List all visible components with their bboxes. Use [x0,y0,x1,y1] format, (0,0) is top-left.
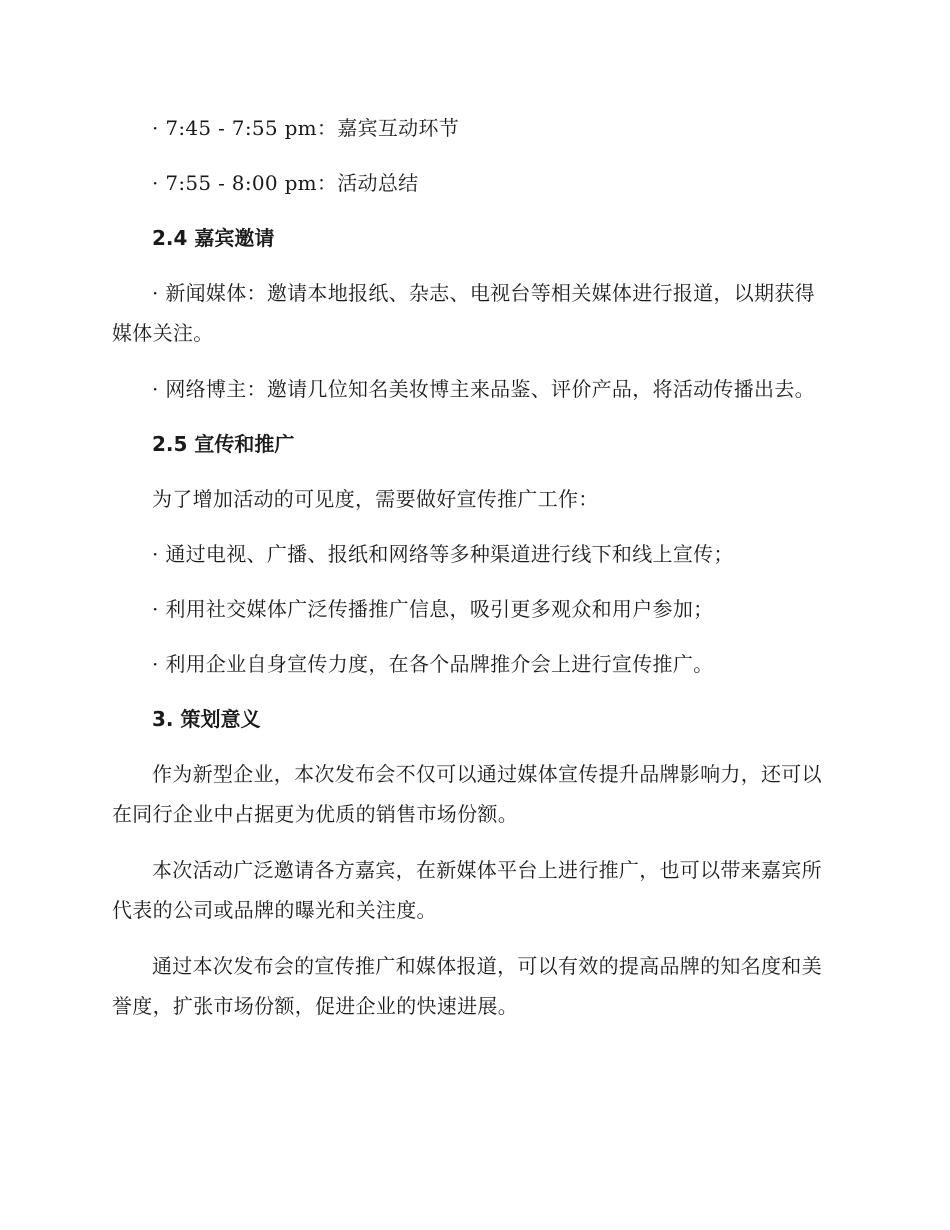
paragraph: 为了增加活动的可见度，需要做好宣传推广工作： [152,487,599,511]
paragraph: 本次活动广泛邀请各方嘉宾，在新媒体平台上进行推广，也可以带来嘉宾所代表的公司或品牌的曝光和关注度。 [112,858,822,922]
paragraph: 通过本次发布会的宣传推广和媒体报道，可以有效的提高品牌的知名度和美誉度，扩张市场份额，促进企业的快速进展。 [112,954,822,1018]
schedule-item: · 7:45 - 7:55 pm：嘉宾互动环节 [152,116,460,140]
section-heading-guest-invitation: 2.4 嘉宾邀请 [152,226,275,250]
section-heading-significance: 3. 策划意义 [152,707,261,731]
list-item: · 网络博主：邀请几位知名美妆博主来品鉴、评价产品，将活动传播出去。 [152,377,815,401]
document-page [112,108,834,1026]
section-heading-promotion: 2.5 宣传和推广 [152,432,295,456]
list-item: · 新闻媒体：邀请本地报纸、杂志、电视台等相关媒体进行报道，以期获得媒体关注。 [112,281,815,345]
schedule-item: · 7:55 - 8:00 pm：活动总结 [152,171,419,195]
paragraph: 作为新型企业，本次发布会不仅可以通过媒体宣传提升品牌影响力，还可以在同行企业中占据更为优质的销售市场份额。 [112,762,822,826]
list-item: · 通过电视、广播、报纸和网络等多种渠道进行线下和线上宣传； [152,542,734,566]
list-item: · 利用社交媒体广泛传播推广信息，吸引更多观众和用户参加； [152,597,714,621]
list-item: · 利用企业自身宣传力度，在各个品牌推介会上进行宣传推广。 [152,652,714,676]
